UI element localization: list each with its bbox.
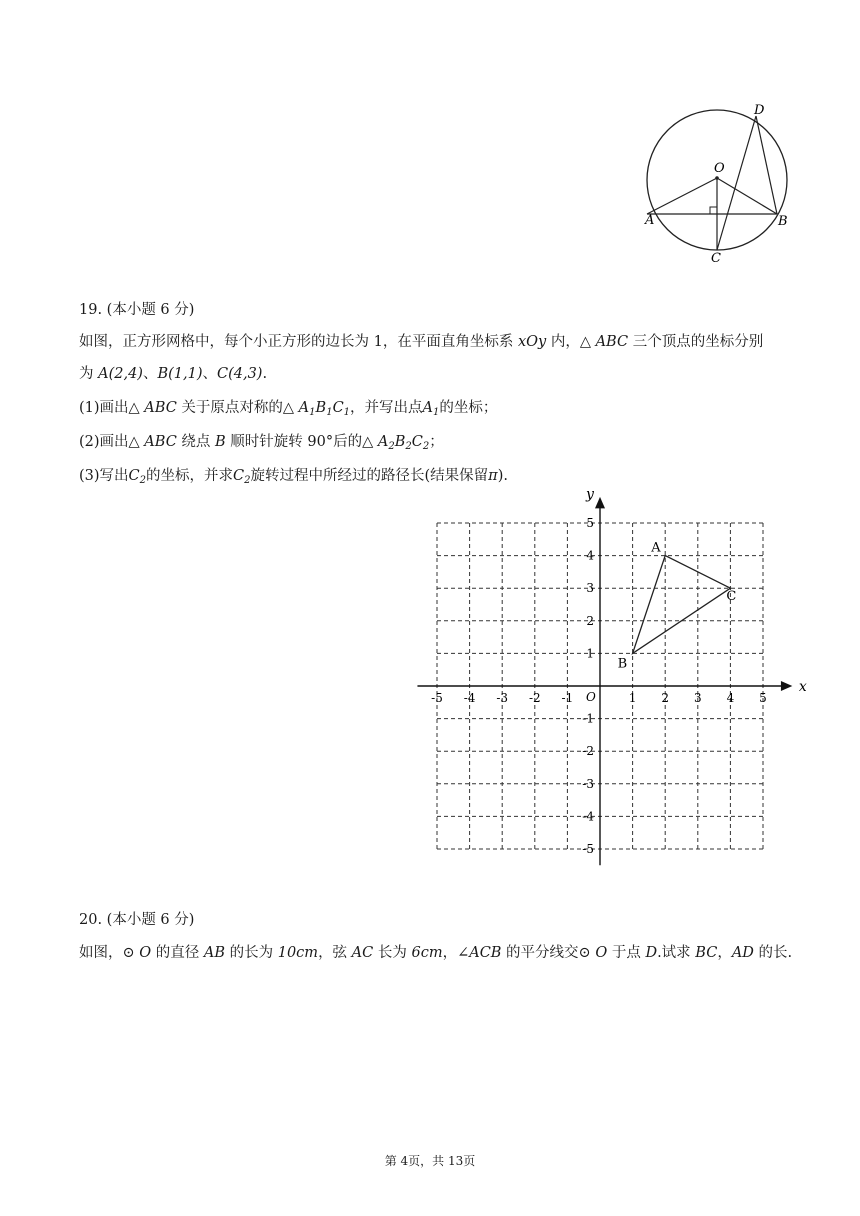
q19-line2: 为 A(2,4)、B(1,1)、C(4,3). [79, 366, 268, 382]
x-tick-label: 4 [726, 691, 735, 705]
x-axis-label: x [798, 679, 807, 695]
origin-label: O [586, 690, 596, 704]
x-axis-arrow [781, 681, 792, 691]
x-tick-label: -4 [463, 691, 476, 705]
y-tick-label: -3 [582, 776, 594, 791]
page-footer: 第 4页，共 13页 [384, 1154, 476, 1168]
label-a: A [645, 213, 655, 228]
y-tick-label: 4 [586, 548, 594, 563]
q20-line1: 如图，⊙ O 的直径 AB 的长为 10cm，弦 AC 长为 6cm，∠ACB 的平分线交⊙ O 于点 D.试求 BC，AD 的长. [79, 945, 793, 961]
center-dot [715, 176, 719, 180]
y-tick-label: -1 [582, 711, 594, 726]
x-tick-label: 2 [661, 691, 670, 705]
coordinate-grid-figure [400, 486, 807, 878]
label-c: C [711, 251, 721, 266]
y-axis-label: y [586, 486, 594, 503]
segment-oa [647, 178, 717, 214]
y-tick-label: -5 [582, 842, 594, 856]
y-tick-label: -2 [582, 744, 594, 759]
y-tick-label: 1 [586, 646, 594, 661]
y-tick-label: 3 [586, 581, 594, 596]
q19-part3: (3)写出$C_2$的坐标，并求$C_2$旋转过程中所经过的路径长(结果保留π). [79, 468, 508, 486]
label-o: O [714, 161, 725, 176]
y-axis-arrow [595, 497, 605, 508]
segment-ob [717, 178, 777, 214]
q20-header: 20. (本小题 6 分) [79, 912, 195, 928]
q19-part2: (2)画出△ ABC 绕点 B 顺时针旋转 90°后的△ $A_2B_2C_2$； [79, 434, 444, 452]
y-tick-label: 2 [586, 613, 594, 628]
point-label-a: A [651, 540, 661, 556]
y-tick-label: 5 [586, 516, 594, 530]
x-tick-label: -3 [496, 691, 509, 705]
right-angle-mark [710, 207, 717, 214]
segment-cd [717, 116, 756, 250]
triangle-edges [633, 556, 731, 654]
x-tick-label: -2 [528, 691, 541, 705]
circle-figure [630, 90, 810, 270]
y-tick-label: -4 [582, 809, 594, 824]
label-b: B [778, 214, 788, 229]
x-tick-label: -5 [431, 691, 443, 705]
q19-part1: (1)画出△ ABC 关于原点对称的△ $A_1B_1C_1$，并写出点$A_1$的坐标； [79, 400, 498, 418]
label-d: D [754, 103, 765, 118]
q19-line1: 如图，正方形网格中，每个小正方形的边长为 1，在平面直角坐标系 xOy 内，△ ABC 三个顶点的坐标分别 [79, 334, 764, 350]
x-tick-label: 5 [759, 691, 767, 705]
axes [417, 487, 806, 866]
q19-header: 19. (本小题 6 分) [79, 302, 195, 318]
x-tick-label: 1 [628, 691, 637, 705]
triangle-abc [618, 541, 737, 672]
point-label-c: C [726, 589, 737, 605]
x-tick-label: -1 [561, 691, 574, 705]
point-label-b: B [617, 656, 628, 672]
x-tick-label: 3 [693, 691, 702, 705]
